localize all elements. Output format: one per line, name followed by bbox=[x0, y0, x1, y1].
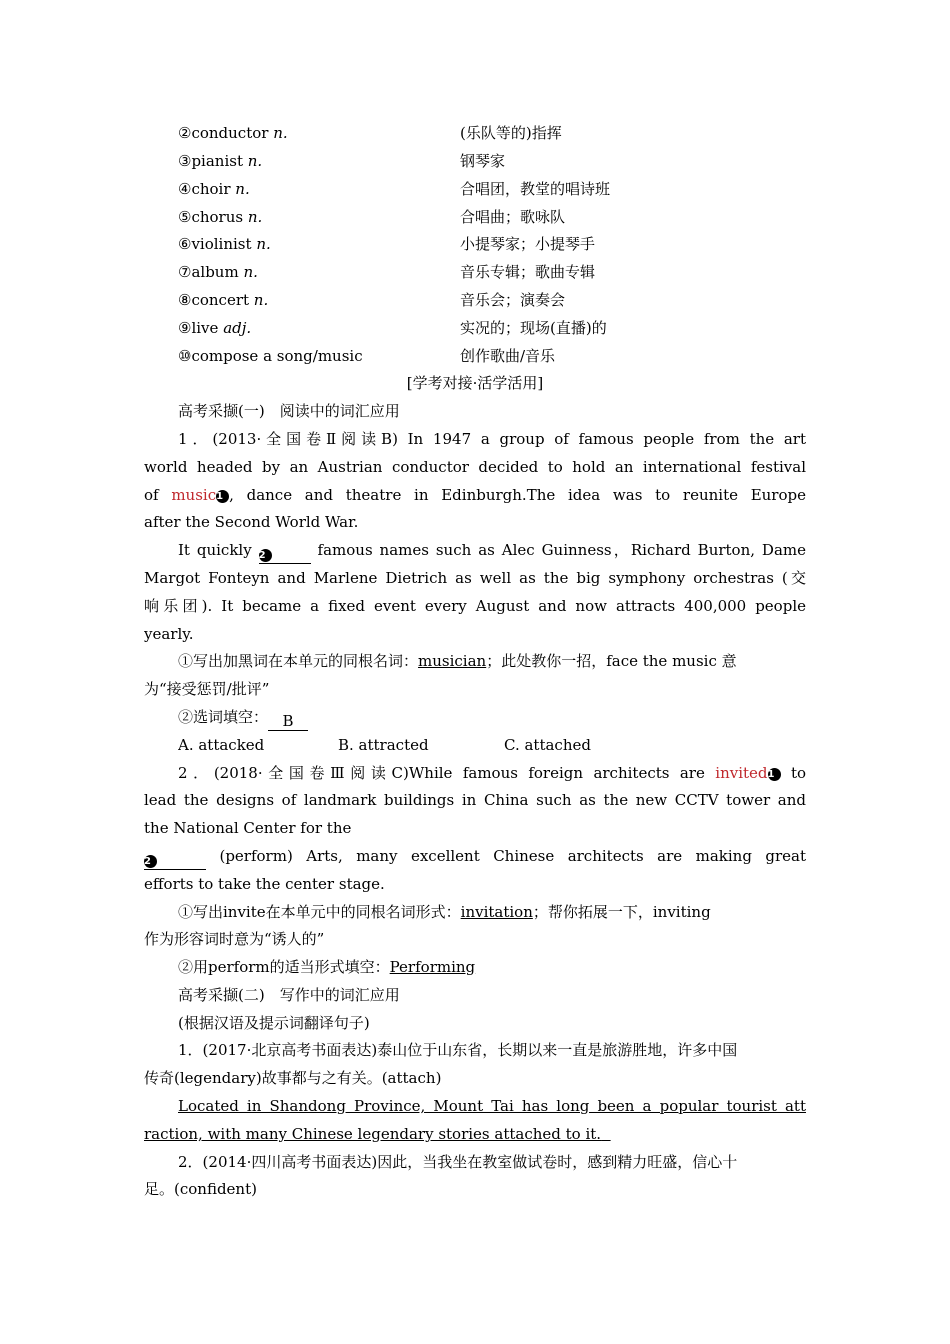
q1-sub1: ①写出加黑词在本单元的同根名词：musician；此处教你一招，face the music 意 bbox=[178, 652, 737, 670]
vocab-word: ④choir n. bbox=[178, 180, 250, 198]
fill-blank[interactable] bbox=[259, 543, 311, 564]
vocab-meaning: 音乐会；演奏会 bbox=[460, 291, 566, 309]
vocab-word: ⑩compose a song/music bbox=[178, 347, 363, 365]
answer: musician bbox=[418, 652, 487, 670]
part2-instruction: (根据汉语及提示词翻译句子) bbox=[178, 1014, 370, 1032]
vocab-word: ⑨live adj. bbox=[178, 319, 252, 337]
marker-2: 2 bbox=[259, 549, 272, 562]
q1-line: Margot Fonteyn and Marlene Dietrich as well as the big symphony orchestras (交 bbox=[144, 569, 806, 587]
answer: invitation bbox=[460, 903, 533, 921]
marker-2: 2 bbox=[144, 855, 157, 868]
q1-options bbox=[178, 731, 806, 759]
part1-heading: 高考采撷(一) 阅读中的词汇应用 bbox=[178, 402, 400, 420]
q1-line: 1．(2013·全国卷Ⅱ阅读B) In 1947 a group of famous people from the art bbox=[178, 430, 806, 448]
marker-1: 1 bbox=[768, 768, 781, 781]
translation-answer: Located in Shandong Province, Mount Tai has long been a popular tourist att bbox=[178, 1097, 806, 1115]
vocab-word: ⑤chorus n. bbox=[178, 208, 263, 226]
part2-heading: 高考采撷(二) 写作中的词汇应用 bbox=[178, 986, 400, 1004]
q1-line: world headed by an Austrian conductor decided to hold an international festival bbox=[144, 458, 806, 476]
vocab-meaning: 钢琴家 bbox=[460, 152, 506, 170]
vocab-meaning: 实况的；现场(直播)的 bbox=[460, 319, 607, 337]
q2-sub1: ①写出invite在本单元中的同根名词形式：invitation；帮你拓展一下，inviting bbox=[178, 903, 711, 921]
q1-line: It quickly 2 famous names such as Alec Guinness，Richard Burton, Dame bbox=[178, 536, 806, 564]
translation-q2: 2．(2014·四川高考书面表达)因此，当我坐在教室做试卷时，感到精力旺盛，信心十 bbox=[178, 1153, 738, 1171]
highlighted-word: invited bbox=[715, 764, 768, 782]
q1-line: 响乐团). It became a fixed event every August and now attracts 400,000 people bbox=[144, 597, 806, 615]
q2-line: the National Center for the bbox=[144, 819, 352, 837]
vocab-meaning: 小提琴家；小提琴手 bbox=[460, 235, 596, 253]
q1-sub2: ②选词填空： B bbox=[178, 703, 806, 731]
vocab-meaning: (乐队等的)指挥 bbox=[460, 124, 562, 142]
option-b: B. attracted bbox=[338, 736, 429, 754]
vocab-word: ⑦album n. bbox=[178, 263, 258, 281]
translation-q1: 1．(2017·北京高考书面表达)泰山位于山东省，长期以来一直是旅游胜地，许多中国 bbox=[178, 1041, 738, 1059]
option-a: A. attacked bbox=[178, 736, 265, 754]
answer: B bbox=[268, 710, 308, 731]
highlighted-word: music bbox=[171, 486, 217, 504]
q1-sub1: 为“接受惩罚/批评” bbox=[144, 680, 270, 698]
translation-answer: raction, with many Chinese legendary stories attached to it. bbox=[144, 1125, 602, 1143]
translation-q2: 足。(confident) bbox=[144, 1180, 257, 1198]
q1-line: after the Second World War. bbox=[144, 513, 359, 531]
vocab-word: ②conductor n. bbox=[178, 124, 288, 142]
vocab-word: ⑧concert n. bbox=[178, 291, 269, 309]
vocab-meaning: 创作歌曲/音乐 bbox=[460, 347, 556, 365]
q2-line: 2 (perform) Arts, many excellent Chinese architects are making great bbox=[144, 842, 806, 870]
q2-sub2: ②用perform的适当形式填空：Performing bbox=[178, 958, 476, 976]
translation-q1: 传奇(legendary)故事都与之有关。(attach) bbox=[144, 1069, 442, 1087]
section-banner: [学考对接·活学活用] bbox=[406, 374, 544, 392]
vocab-word: ③pianist n. bbox=[178, 152, 263, 170]
option-c: C. attached bbox=[504, 736, 591, 754]
answer: Performing bbox=[389, 958, 476, 976]
q1-line: of music1 , dance and theatre in Edinburgh.The idea was to reunite Europe bbox=[144, 486, 806, 504]
vocab-meaning: 音乐专辑；歌曲专辑 bbox=[460, 263, 596, 281]
vocab-meaning: 合唱曲；歌咏队 bbox=[460, 208, 566, 226]
marker-1: 1 bbox=[216, 490, 229, 503]
vocab-meaning: 合唱团，教堂的唱诗班 bbox=[460, 180, 611, 198]
q2-sub1: 作为形容词时意为“诱人的” bbox=[144, 930, 325, 948]
vocab-word: ⑥violinist n. bbox=[178, 235, 271, 253]
q2-line: 2．(2018·全国卷Ⅲ阅读C)While famous foreign architects are invited1 to bbox=[178, 764, 806, 782]
q2-line: lead the designs of landmark buildings in China such as the new CCTV tower and bbox=[144, 791, 806, 809]
q2-line: efforts to take the center stage. bbox=[144, 875, 385, 893]
q1-line: yearly. bbox=[144, 625, 194, 643]
fill-blank[interactable] bbox=[144, 849, 206, 870]
